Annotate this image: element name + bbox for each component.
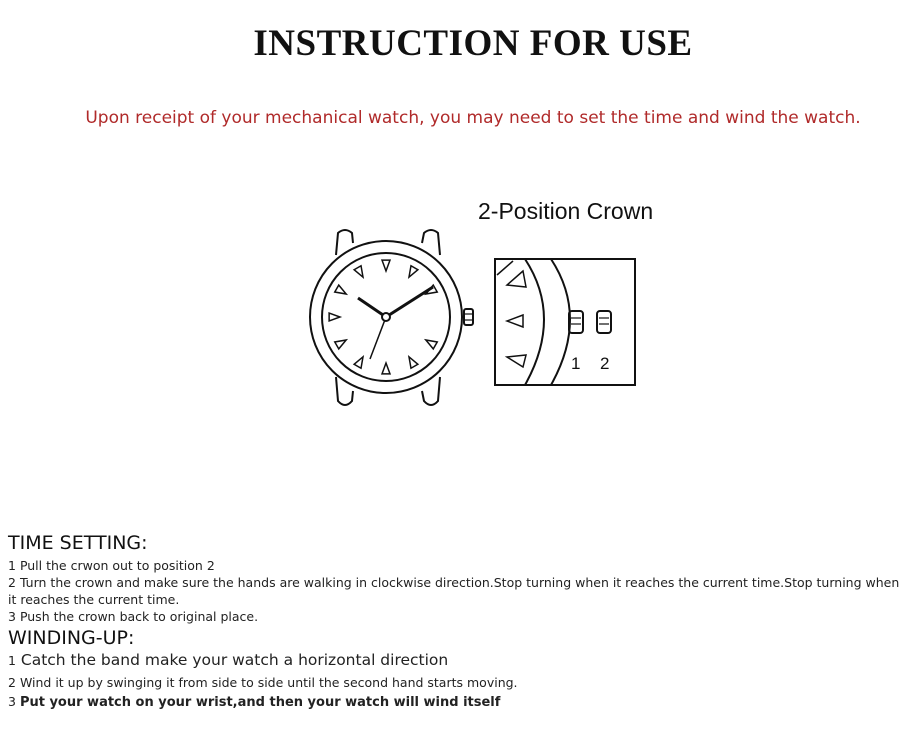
hour-marker <box>409 266 418 277</box>
step-number: 2 <box>8 575 16 590</box>
step-number: 1 <box>8 558 16 573</box>
step-text: Push the crown back to original place. <box>19 609 259 624</box>
hour-marker <box>409 357 418 368</box>
step-text: Turn the crown and make sure the hands are walking in clockwise direction.Stop turning when it reaches the current time.Stop turning when it reaches the current time. <box>8 575 900 607</box>
watch-illustration <box>300 225 490 415</box>
page-title: INSTRUCTION FOR USE <box>253 23 693 64</box>
hour-marker <box>329 313 340 321</box>
time-setting-heading: TIME SETTING: <box>8 532 148 554</box>
position-2-label: 2 <box>600 354 610 373</box>
time-step-2 <box>8 574 908 608</box>
time-step-3 <box>8 608 908 625</box>
hour-marker <box>354 357 363 368</box>
step-number: 2 <box>8 675 16 690</box>
step-number: 1 <box>8 653 16 668</box>
step-text: Put your watch on your wrist,and then your watch will wind itself <box>19 695 501 710</box>
hour-marker <box>426 340 437 349</box>
hour-marker <box>335 285 346 294</box>
step-number: 3 <box>8 694 16 709</box>
winding-up-heading: WINDING-UP: <box>8 627 135 649</box>
step-number: 3 <box>8 609 16 624</box>
crown-detail-diagram <box>493 257 639 389</box>
winding-step-1 <box>8 652 908 669</box>
step-text: Pull the crwon out to position 2 <box>19 558 215 573</box>
hour-marker <box>382 363 390 374</box>
position-1-label: 1 <box>571 354 581 373</box>
winding-step-2 <box>8 674 908 691</box>
step-text: Wind it up by swinging it from side to side until the second hand starts moving. <box>19 675 518 690</box>
hour-marker <box>382 260 390 271</box>
hour-marker <box>335 340 346 349</box>
hour-marker <box>354 266 363 277</box>
step-text: Catch the band make your watch a horizontal direction <box>20 651 449 669</box>
crown-label: 2-Position Crown <box>478 198 654 224</box>
winding-step-3 <box>8 693 908 711</box>
time-step-1 <box>8 557 908 574</box>
intro-text: Upon receipt of your mechanical watch, you may need to set the time and wind the watch. <box>85 108 861 128</box>
